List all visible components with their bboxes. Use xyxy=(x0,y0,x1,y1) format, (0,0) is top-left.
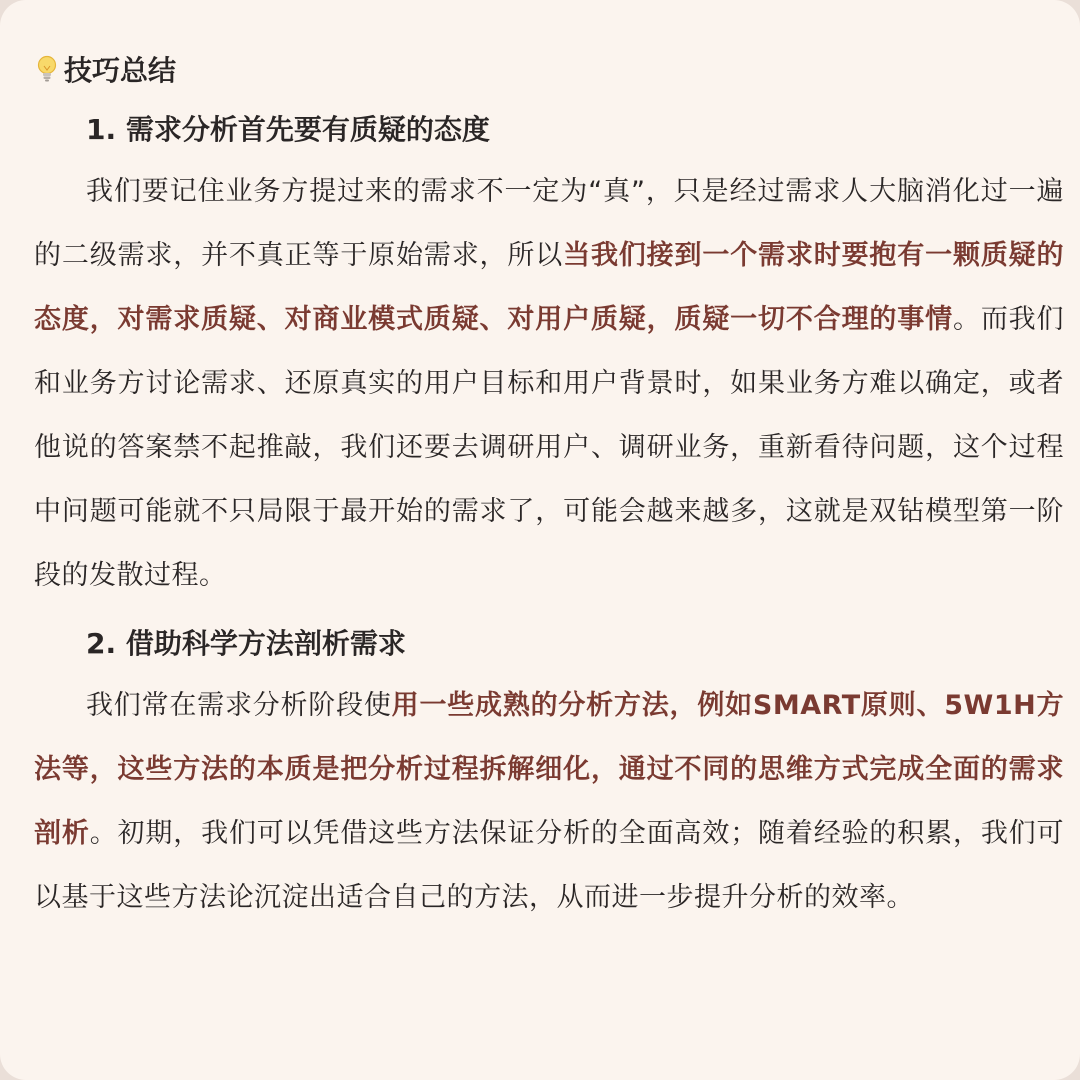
lightbulb-icon xyxy=(34,54,60,84)
point-1-heading: 1. 需求分析首先要有质疑的态度 xyxy=(86,113,490,146)
point-2-text-b: 。初期，我们可以凭借这些方法保证分析的全面高效；随着经验的积累，我们可以基于这些方法论沉淀出适合自己的方法，从而进一步提升分析的效率。 xyxy=(34,818,1065,913)
point-1-text-b: 。而我们和业务方讨论需求、还原真实的用户目标和用户背景时，如果业务方难以确定，或者他说的答案禁不起推敲，我们还要去调研用户、调研业务，重新看待问题，这个过程中问题可能就不只局限于最开始的需求了，可能会越来越多，这就是双钻模型第一阶段的发散过程。 xyxy=(34,304,1065,591)
point-2-paragraph xyxy=(34,674,1064,930)
point-1-highlight: 当我们接到一个需求时要抱有一颗质疑的态度，对需求质疑、对商业模式质疑、对用户质疑，质疑一切不合理的事情 xyxy=(34,240,1065,335)
point-1-paragraph xyxy=(34,160,1064,608)
point-2-highlight: 用一些成熟的分析方法，例如SMART原则、5W1H方法等，这些方法的本质是把分析过程拆解细化，通过不同的思维方式完成全面的需求剖析 xyxy=(34,690,1065,849)
content-area xyxy=(34,44,1064,930)
point-2-heading: 2. 借助科学方法剖析需求 xyxy=(86,627,406,660)
section-title-row xyxy=(34,44,1064,94)
point-1-text-a: 我们要记住业务方提过来的需求不一定为“真”，只是经过需求人大脑消化过一遍的二级需求，并不真正等于原始需求，所以 xyxy=(34,176,1064,271)
point-2-text-a: 我们常在需求分析阶段使 xyxy=(86,690,392,721)
section-title: 技巧总结 xyxy=(64,54,177,87)
